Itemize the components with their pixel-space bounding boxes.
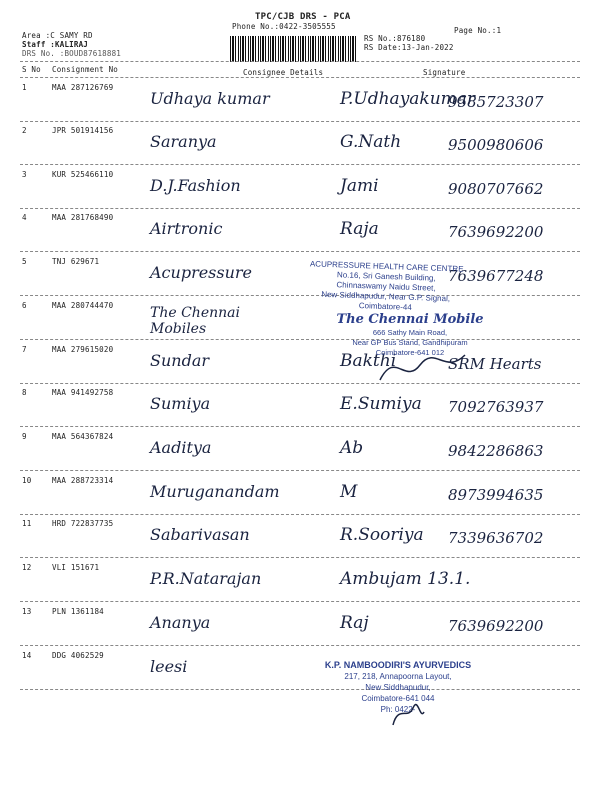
header-divider xyxy=(20,61,580,62)
staff-label: Staff :KALIRAJ xyxy=(22,40,89,49)
row-sno: 4 xyxy=(22,213,27,222)
row-sno: 5 xyxy=(22,257,27,266)
row-divider xyxy=(20,601,580,602)
row-divider xyxy=(20,208,580,209)
receiver-phone: 8973994635 xyxy=(448,486,544,504)
consignee-name: Aaditya xyxy=(150,438,212,457)
stamp-line: New Siddhapudur, xyxy=(365,683,431,692)
row-divider xyxy=(20,426,580,427)
row-divider xyxy=(20,383,580,384)
rs-date: RS Date:13-Jan-2022 xyxy=(364,43,454,52)
consignee-name: Udhaya kumar xyxy=(150,89,270,108)
receiver-signature: E.Sumiya xyxy=(340,394,422,414)
receiver-phone: 9500980606 xyxy=(448,136,544,154)
receiver-signature: R.Sooriya xyxy=(340,525,424,545)
receiver-signature: Jami xyxy=(340,176,379,196)
row-consignment: PLN 1361184 xyxy=(52,607,104,616)
signature-scribble xyxy=(388,700,428,730)
row-divider xyxy=(20,339,580,340)
row-sno: 11 xyxy=(22,519,32,528)
stamp-line: Coimbatore-641 044 xyxy=(361,694,435,703)
row-consignment: MAA 941492758 xyxy=(52,388,114,397)
stamp-line: ACUPRESSURE HEALTH CARE CENTRE xyxy=(309,259,464,274)
receiver-phone: 7639692200 xyxy=(448,617,544,635)
stamp-line: Ph: 0422- xyxy=(380,705,416,714)
receiver-phone: 9585723307 xyxy=(448,93,544,111)
row-sno: 1 xyxy=(22,83,27,92)
row-sno: 6 xyxy=(22,301,27,310)
row-consignment: HRD 722837735 xyxy=(52,519,114,528)
consignee-name: Sabarivasan xyxy=(150,525,250,544)
row-consignment: MAA 279615020 xyxy=(52,345,114,354)
receiver-signature: Ab xyxy=(340,438,364,458)
row-consignment: VLI 151671 xyxy=(52,563,100,572)
area-label: Area :C SAMY RD xyxy=(22,31,93,40)
row-divider xyxy=(20,645,580,646)
stamp-title: The Chennai Mobile xyxy=(336,312,484,327)
receiver-signature: Bakthi xyxy=(340,351,397,371)
row-divider xyxy=(20,121,580,122)
row-sno: 3 xyxy=(22,170,27,179)
stamp-line: Near GP Bus Stand, Gandhipuram xyxy=(352,338,468,347)
row-consignment: TNJ 629671 xyxy=(52,257,100,266)
acupressure-stamp xyxy=(297,259,475,315)
receiver-signature: Ambujam 13.1. xyxy=(340,569,471,589)
stamp-line: 217, 218, Annapoorna Layout, xyxy=(344,672,452,681)
receiver-phone: 7092763937 xyxy=(448,398,544,416)
consignee-name: Sundar xyxy=(150,351,209,370)
row-divider xyxy=(20,164,580,165)
consignee-name: Sumiya xyxy=(150,394,211,413)
signature-scribble xyxy=(375,345,475,395)
receiver-phone: 9842286863 xyxy=(448,442,544,460)
receiver-phone: 9080707662 xyxy=(448,180,544,198)
stamp-line: 666 Sathy Main Road, xyxy=(372,328,448,337)
consignee-name: Muruganandam xyxy=(150,482,280,501)
stamp-line: Chinnaswamy Naidu Street, xyxy=(336,280,436,293)
receiver-phone: 7639692200 xyxy=(448,223,544,241)
receiver-phone: SRM Hearts xyxy=(448,355,542,373)
consignee-name: leesi xyxy=(150,657,188,676)
receiver-signature: P.Udhayakumar xyxy=(340,89,476,109)
row-sno: 7 xyxy=(22,345,27,354)
row-divider xyxy=(20,470,580,471)
consignee-name: Acupressure xyxy=(150,263,253,282)
row-sno: 2 xyxy=(22,126,27,135)
row-sno: 8 xyxy=(22,388,27,397)
consignee-name: Airtronic xyxy=(150,219,223,238)
col-sno: S No xyxy=(22,65,41,74)
consignee-name: Saranya xyxy=(150,132,217,151)
stamp-title: K.P. NAMBOODIRI'S AYURVEDICS xyxy=(324,660,472,670)
col-signature: Signature xyxy=(423,68,466,77)
columns-divider xyxy=(20,77,580,78)
row-divider xyxy=(20,557,580,558)
row-consignment: MAA 288723314 xyxy=(52,476,114,485)
page-number: Page No.:1 xyxy=(454,26,502,35)
row-sno: 9 xyxy=(22,432,27,441)
row-consignment: MAA 564367824 xyxy=(52,432,114,441)
row-sno: 12 xyxy=(22,563,32,572)
row-consignment: MAA 280744470 xyxy=(52,301,114,310)
row-divider xyxy=(20,689,580,690)
receiver-phone: 7339636702 xyxy=(448,529,544,547)
row-consignment: KUR 525466110 xyxy=(52,170,114,179)
row-consignment: JPR 501914156 xyxy=(52,126,114,135)
col-consignment: Consignment No xyxy=(52,65,119,74)
row-consignment: DDG 4062529 xyxy=(52,651,104,660)
drs-number: DRS No. :BOUD87618881 xyxy=(22,49,122,58)
consignee-name: D.J.Fashion xyxy=(150,176,241,195)
row-divider xyxy=(20,514,580,515)
stamp-line: Coimbatore-44 xyxy=(358,301,412,312)
row-consignment: MAA 281768490 xyxy=(52,213,114,222)
rs-number: RS No.:876180 xyxy=(364,34,426,43)
receiver-signature: Raja xyxy=(340,219,379,239)
row-divider xyxy=(20,251,580,252)
row-sno: 14 xyxy=(22,651,32,660)
consignee-name: Ananya xyxy=(150,613,211,632)
consignee-name: The Chennai Mobiles xyxy=(150,305,240,337)
receiver-signature: Raj xyxy=(340,613,369,633)
stamp-line: No.16, Sri Ganesh Building, xyxy=(336,270,436,283)
consignee-name: P.R.Natarajan xyxy=(150,569,262,588)
col-consignee: Consignee Details xyxy=(243,68,324,77)
barcode xyxy=(230,36,358,62)
receiver-phone: 7639677248 xyxy=(448,267,544,285)
doc-title: TPC/CJB DRS - PCA xyxy=(255,12,351,22)
phone-number: Phone No.:0422-3505555 xyxy=(232,22,336,31)
row-consignment: MAA 287126769 xyxy=(52,83,114,92)
stamp-line: New Siddhapudur, Near G.P. Signal, xyxy=(321,289,451,304)
receiver-signature: M xyxy=(340,482,358,502)
stamp-line: Coimbatore-641 012 xyxy=(375,348,445,357)
row-sno: 13 xyxy=(22,607,32,616)
receiver-signature: G.Nath xyxy=(340,132,402,152)
row-sno: 10 xyxy=(22,476,32,485)
